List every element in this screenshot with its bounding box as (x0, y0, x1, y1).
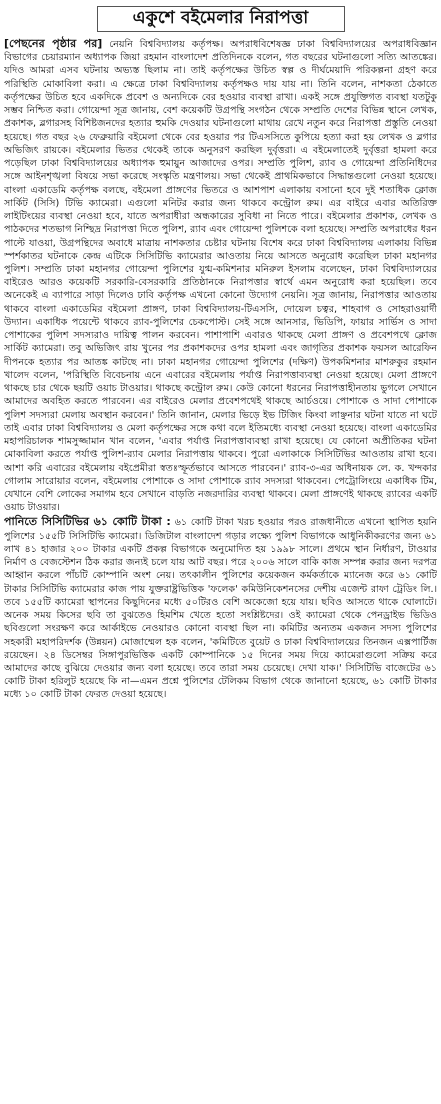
article-body (4, 36, 437, 1098)
article-paragraph (4, 36, 437, 514)
subheading: পানিতে সিসিটিভির ৬১ কোটি টাকা : (4, 515, 171, 529)
kicker-continued-from-back-page: [পেছনের পৃষ্ঠার পর] (4, 37, 103, 50)
paragraph-text: ৬১ কোটি টাকা খরচ হওয়ার পরও রাজধানীতে এখনো স্থাপিত হয়নি পুলিশের ১৫৫টি সিসিটিভি ক্যামেরা। ডিজিটাল বাংলাদেশ গড়ার লক্ষ্যে পুলিশ বিভাগকে আধুনিকীকরণের জন্য ৬১ লাখ ৪১ হাজার ২০০ টাকার একটি প্রকল্প বিভাগকে অনুমোদিত হয় ১৯৯৮ সালে। প্রথমে স্থান নির্ধারণ, টাওয়ার নির্মাণ ও বেজস্টেশন ঠিক করার জন্যই চলে যায় আট বছর। পরে ২০০৬ সালে বাকি কাজ সম্পন্ন করার জন্য দরপত্র আহ্বান করলে পাঁচটি কোম্পানি অংশ নেয়। তৎকালীন পুলিশের কয়েকজন কর্মকর্তাকে ম্যানেজ করে ৬১ কোটি টাকার সিসিটিভি ক্যামেরার কাজ পায় যুক্তরাষ্ট্রভিত্তিক 'ফলেক' কমিউনিকেশনসের দেশীয় এজেন্ট রাফা ট্রেডিং লি.। তবে ১৫৫টি ক্যামেরা স্থাপনের কিছুদিনের মধ্যে ৫০টিরও বেশি অকেজো হয়ে যায়। ছবিও আসতে থাকে ঘোলাটে। অনেক সময় কিসের ছবি তা বুঝতেও হিমশিম খেতে হতো সংশ্লিষ্টদের। ওই ক্যামেরা থেকে পেনড্রাইভ ভিডিও ছবিগুলো সংরক্ষণ করে আর্কাইভে নেওয়ারও কোনো ব্যবস্থা ছিল না। কমিটির অন্যতম একজন সদস্য পুলিশের সহকারী মহাপরিদর্শক (উন্নয়ন) মোজাম্মেল হক বলেন, 'কমিটিতে বুয়েট ও ঢাকা বিশ্ববিদ্যালয়ের তিনজন এক্সপার্টিজ রয়েছেন। ২৪ ডিসেম্বর সিঙ্গাপুরভিত্তিক একটি কোম্পানিকে ১৫ দিনের সময় দিয়ে ক্যামেরাগুলো সক্রিয় করে আমাদের কাছে বুঝিয়ে দেওয়ার জন্য বলা হয়েছে। তবে তারা সময় চেয়েছে। দেখা যাক।' সিসিটিভি বাজেটের ৬১ কোটি টাকা হরিলুট হয়েছে কি না—এমন প্রশ্নে পুলিশের টেলিকম বিভাগ থেকে জানানো হয়েছে, ৬১ কোটি টাকার মধ্যে ১০ কোটি টাকা ফেরত দেওয়া হয়েছে। (4, 517, 437, 701)
article-paragraph (4, 514, 437, 701)
headline: একুশে বইমেলার নিরাপত্তা (132, 8, 309, 28)
headline-box (97, 6, 345, 32)
paragraph-text: নেয়নি বিশ্ববিদ্যালয় কর্তৃপক্ষ। অপরাধবিশেষজ্ঞ ঢাকা বিশ্ববিদ্যালয়ের অপরাধবিজ্ঞান বিভাগের চেয়ারম্যান অধ্যাপক জিয়া রহমান বাংলাদেশ প্রতিদিনকে বলেন, গত বছরের ঘটনাগুলো সত্যি আতঙ্কের। যদিও আমরা এসব ঘটনায় অভ্যস্ত ছিলাম না। তাই কর্তৃপক্ষের উচিত স্বল্প ও দীর্ঘমেয়াদি পরিকল্পনা গ্রহণ করে পরিস্থিতি মোকাবিলা করা। এ ক্ষেত্রে ঢাকা বিশ্ববিদ্যালয় কর্তৃপক্ষও দায় যায় না। তিনি বলেন, নাশকতা ঠেকাতে কর্তৃপক্ষের উচিত হবে একদিকে প্রবেশ ও অন্যদিকে বের হওয়ার ব্যবস্থা রাখা। একই সঙ্গে প্রযুক্তিগত ব্যবস্থা যতটুকু সম্ভব নিশ্চিত করা। গোয়েন্দা সূত্র জানায়, বেশ কয়েকটি উগ্রপন্থি সংগঠন থেকে সম্প্রতি দেশের বিভিন্ন স্থানে লেখক, প্রকাশক, ব্লগারসহ বিশিষ্টজনদের হত্যার হুমকি দেওয়ার ঘটনাগুলো মাথায় রেখে নতুন করে নিরাপত্তা প্রস্তুতি নেওয়া হয়েছে। গত বছর ২৬ ফেব্রুয়ারি বইমেলা থেকে বের হওয়ার পর টিএসসিতে কুপিয়ে হত্যা করা হয় লেখক ও ব্লগার অভিজিৎ রায়কে। বইমেলার ভিতর থেকেই তাকে অনুসরণ করছিল দুর্বৃত্তরা। এ বইমেলাতেই দুর্বৃত্তরা হামলা করে পড়েছিল ঢাকা বিশ্ববিদ্যালয়ের অধ্যাপক হুমায়ুন আজাদের ওপর। সম্প্রতি পুলিশ, র‌্যাব ও গোয়েন্দা প্রতিনিধিদের সঙ্গে আইনশৃঙ্খলা বিষয়ে সভা করেছে সংস্কৃতি মন্ত্রণালয়। সভা থেকেই প্রাথমিকভাবে সিদ্ধান্তগুলো নেওয়া হয়েছে। বাংলা একাডেমি কর্তৃপক্ষ বলছে, বইমেলা প্রাঙ্গণের ভিতরে ও আশপাশ এলাকায় বসানো হবে দুই শতাধিক ক্লোজ সার্কিট (সিসি) টিভি ক্যামেরা। এগুলো মনিটর করার জন্য থাকবে কন্ট্রোল রুম। এর বাইরে এবার অতিরিক্ত লাইটিংয়ের ব্যবস্থা নেওয়া হবে, যাতে অপরাধীরা অন্ধকারের সুবিধা না নিতে পারে। বইমেলার প্রকাশক, লেখক ও পাঠকদের শতভাগ নিশ্ছিদ্র নিরাপত্তা দিতে পুলিশ, র‌্যাব এবং গোয়েন্দা পুলিশকে বলা হয়েছে। সম্প্রতি অপরাধের ধরন পাল্টে যাওয়া, উগ্রপন্থিদের অবাধে মাত্রায় নাশকতার চেষ্টার ঘটনায় বিশেষ করে ঢাকা বিশ্ববিদ্যালয় এলাকায় বিভিন্ন স্পর্শকাতর ঘটনাকে কেন্দ্র এটিকে সিসিটিভি ক্যামেরার আওতায় নিয়ে আসতে অনুরোধ করেছিল ঢাকা মহানগর পুলিশ। সম্প্রতি ঢাকা মহানগর গোয়েন্দা পুলিশের যুগ্ম-কমিশনার মনিরুল ইসলাম বলেছেন, ঢাকা বিশ্ববিদ্যালয়ের বাইরেও আরও কয়েকটি সরকারি-বেসরকারি প্রতিষ্ঠানকে নিরাপত্তার স্বার্থে এমন অনুরোধ করা হয়েছিল। তবে অনেকেই এ ব্যাপারে সাড়া দিলেও ঢাবি কর্তৃপক্ষ এখনো কোনো উদ্যোগ নেয়নি। সূত্র জানায়, নিরাপত্তার আওতায় থাকবে বাংলা একাডেমির বইমেলা প্রাঙ্গণ, ঢাকা বিশ্ববিদ্যালয়-টিএসসি, দোয়েল চত্বর, শাহবাগ ও সোহরাওয়ার্দী উদ্যান। একাধিক পয়েন্টে থাকবে র‌্যাব-পুলিশের চেকপোস্ট। সেই সঙ্গে আনসার, ভিডিপি, ফায়ার সার্ভিস ও সাদা পোশাকের পুলিশ সদস্যরাও দায়িত্ব পালন করবেন। পাশাপাশি এবারও থাকছে মেলা প্রাঙ্গণ ও প্রবেশপথে ক্লোজ সার্কিট ক্যামেরা। তবু অভিজিৎ রায় খুনের পর প্রকাশকদের ওপর হামলা এবং জাগৃতির প্রকাশক ফয়সল আরেফিন দীপনকে হত্যার পর আতঙ্ক কাটছে না। ঢাকা মহানগর গোয়েন্দা পুলিশের (দক্ষিণ) উপকমিশনার মাশরুকুর রহমান খালেদ বলেন, 'পরিস্থিতি বিবেচনায় এনে এবারের বইমেলায় পর্যাপ্ত নিরাপত্তাব্যবস্থা নেওয়া হয়েছে। মেলা প্রাঙ্গণে থাকছে চার থেকে ছয়টি ওয়াচ টাওয়ার। থাকছে কন্ট্রোল রুম। কেউ কোনো ধরনের নিরাপত্তাহীনতায় ভুগলে সেখানে আমাদের অবহিত করতে পারবেন। এর বাইরেও মেলার প্রবেশপথেই থাকছে আর্চওয়ে। পোশাকে ও সাদা পোশাকে পুলিশ সদস্যরা মেলায় অবস্থান করবেন।' তিনি জানান, মেলার ভিড়ে ইভ টিজিং কিংবা লাঞ্ছনার ঘটনা যাতে না ঘটে তাই এবার ঢাকা বিশ্ববিদ্যালয় ও মেলা কর্তৃপক্ষের সঙ্গে কথা বলে ইতিমধ্যে ব্যবস্থা নেওয়া হয়েছে। বাংলা একাডেমির মহাপরিচালক শামসুজ্জামান খান বলেন, 'এবার পর্যাপ্ত নিরাপত্তাব্যবস্থা রাখা হয়েছে। যে কোনো অপ্রীতিকর ঘটনা মোকাবিলা করতে পর্যাপ্ত পুলিশ-র‌্যাব মেলার নিরাপত্তায় থাকবে। পুরো এলাকাকে সিসিটিভির আওতায় রাখা হবে। আশা করি এবারের বইমেলায় বইপ্রেমীরা স্বতঃস্ফূর্তভাবে আসতে পারবেন।' র‌্যাব-৩-এর অধিনায়ক লে. ক. খন্দকার গোলাম সারোয়ার বলেন, বইমেলায় পোশাকে ও সাদা পোশাকে র‌্যাব সদস্যরা থাকবেন। পেট্রোলিংয়ে একাধিক টিম, যেখানে বেশি লোকের সমাগম হবে সেখানে বাড়তি নজরদারির ব্যবস্থা থাকবে। মেলা প্রাঙ্গণেই থাকছে র‌্যাবের একটি ওয়াচ টাওয়ার। (4, 39, 437, 514)
